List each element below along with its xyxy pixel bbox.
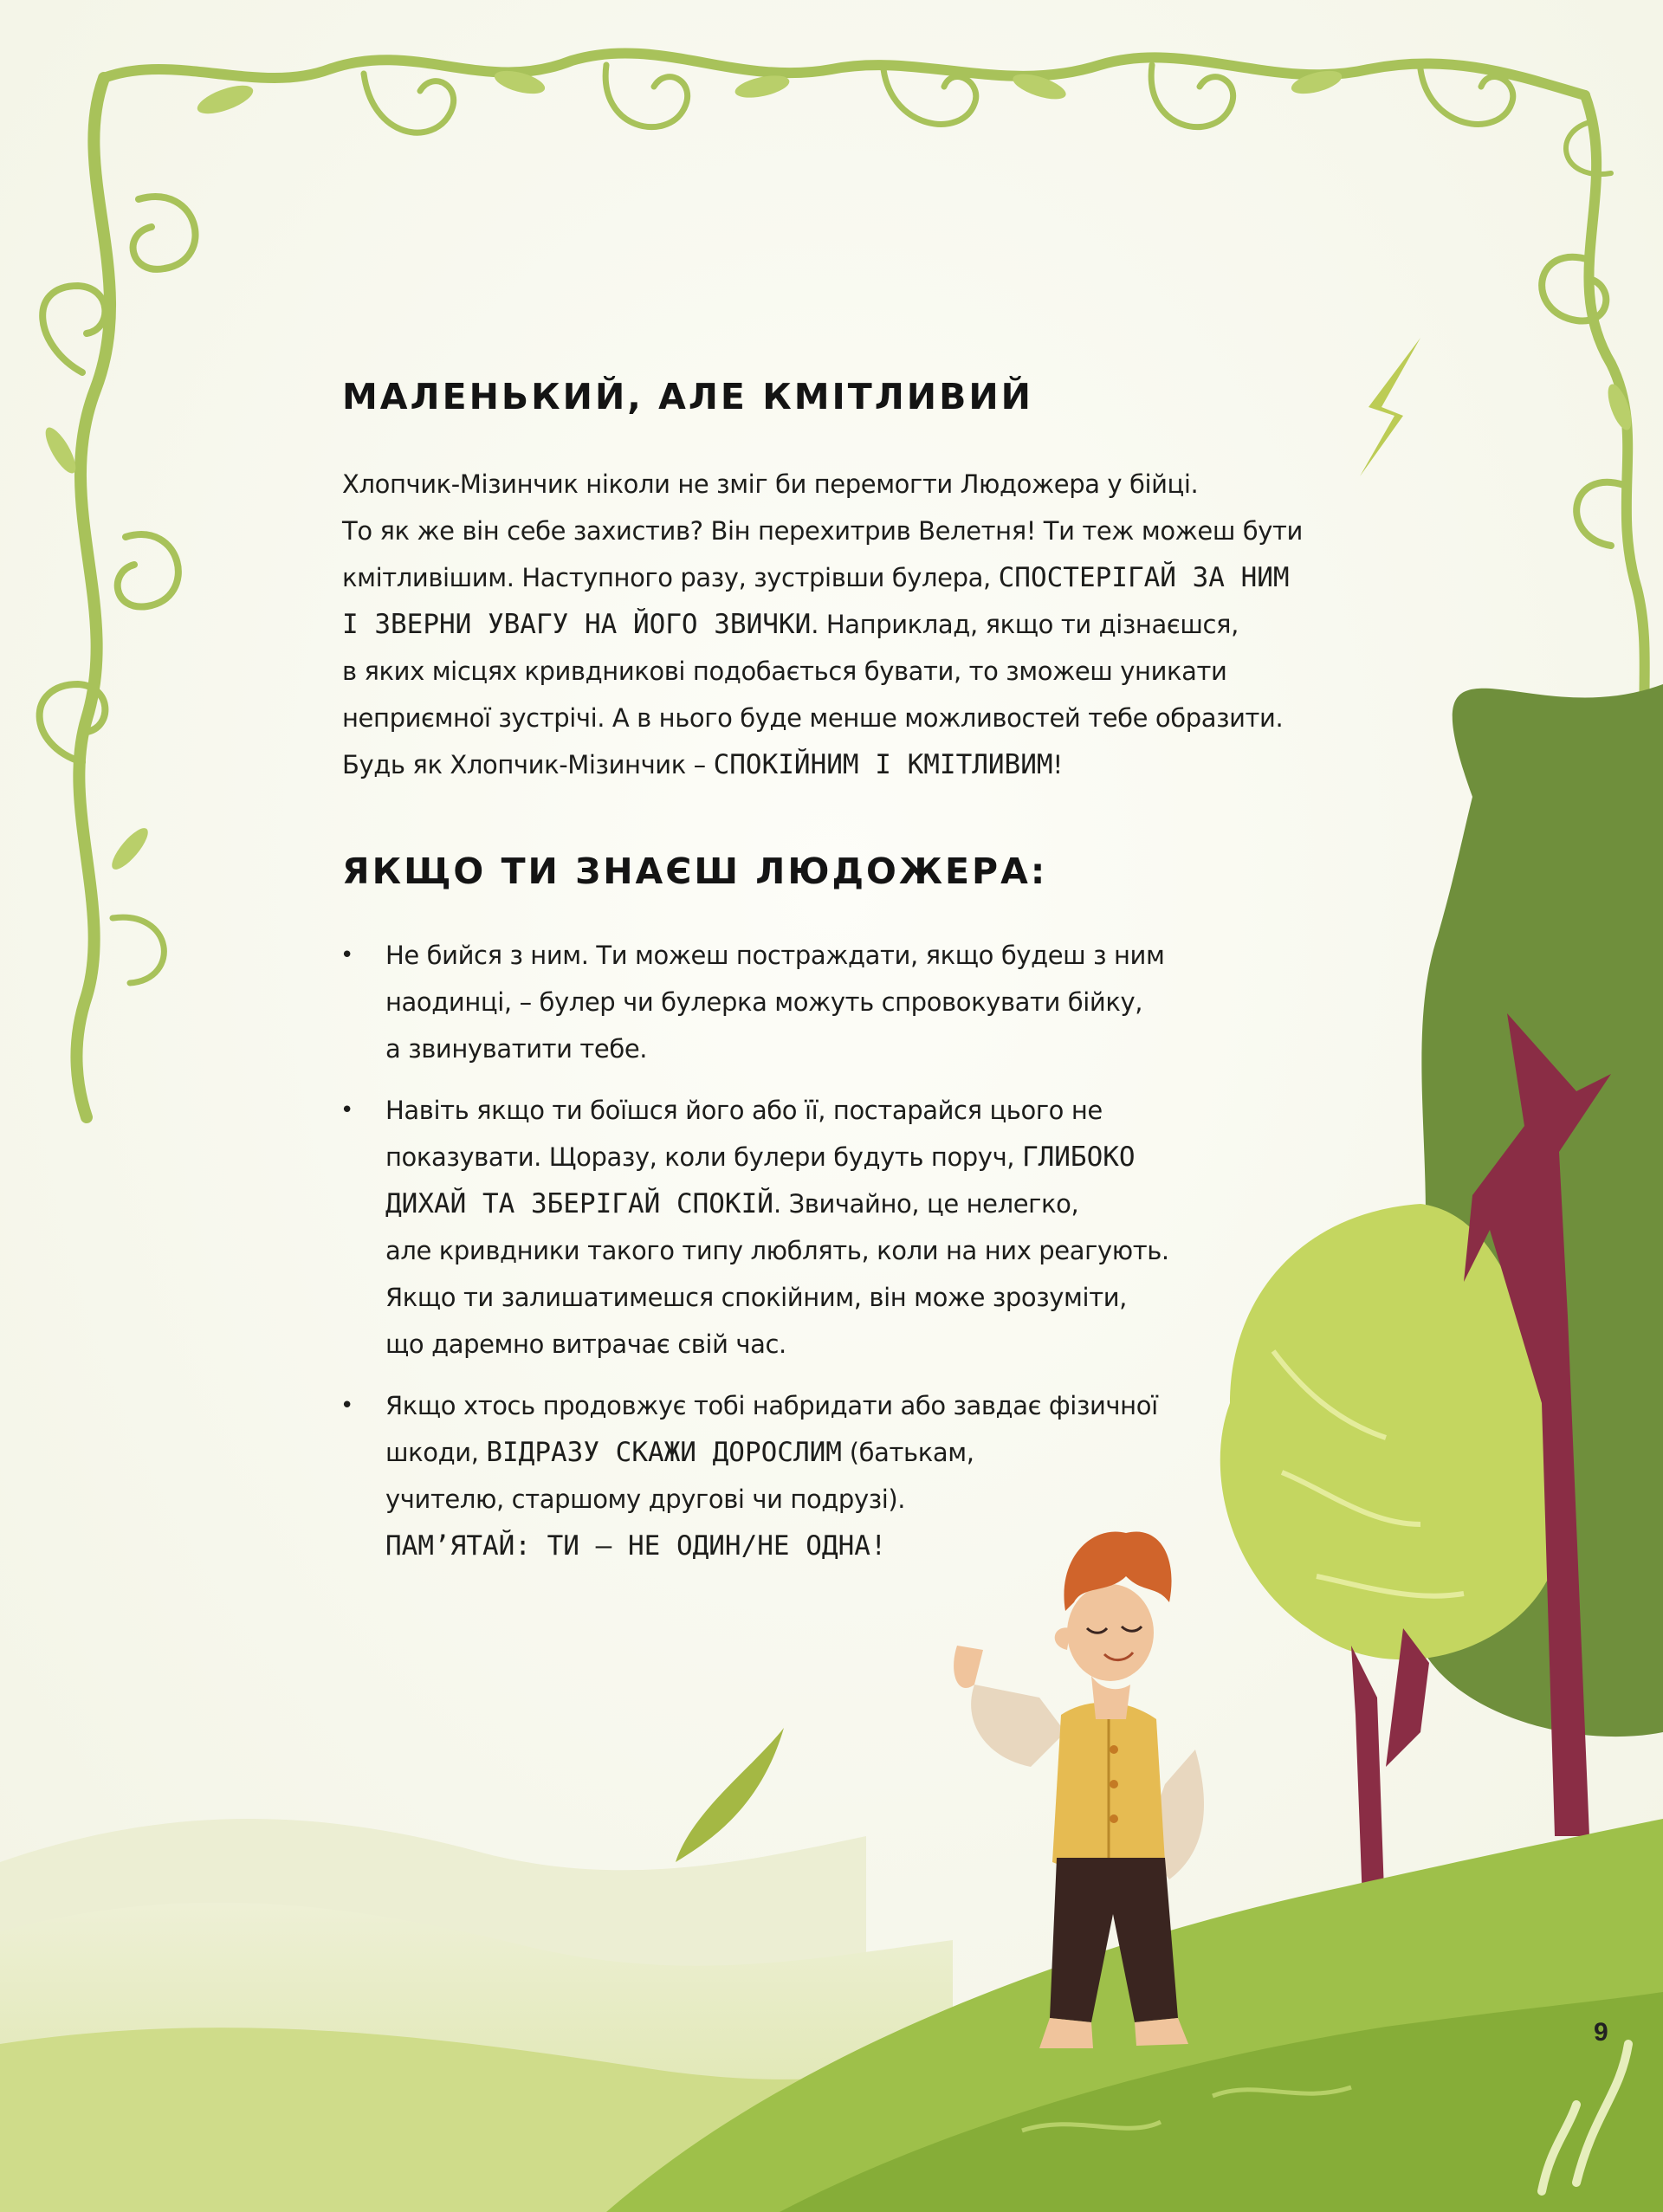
intro-line-7: [342, 741, 1295, 788]
bullet-mark: •: [340, 1393, 353, 1419]
highlight-text: ДИХАЙ ТА ЗБЕРІГАЙ СПОКІЙ: [385, 1188, 773, 1219]
section-heading-if-you-know-ogre: ЯКЩО ТИ ЗНАЄШ ЛЮДОЖЕРА:: [342, 851, 1048, 892]
remember-you-are-not-alone: ПАМ’ЯТАЙ: ТИ — НЕ ОДИН/НЕ ОДНА!: [385, 1530, 887, 1562]
intro-line-3: [342, 554, 1295, 601]
tip-text: шкоди,: [385, 1438, 487, 1467]
intro-line-1: Хлопчик-Мізинчик ніколи не зміг би перемогти Людожера у бійці.: [342, 469, 1199, 499]
tip-text: . Звичайно, це нелегко,: [773, 1189, 1079, 1219]
highlight-text: ГЛИБОКО: [1021, 1142, 1136, 1173]
intro-line-4: [342, 601, 1295, 648]
tip-line: наодинці, – булер чи булерка можуть спровокувати бійку,: [385, 987, 1143, 1017]
tip-text: показувати. Щоразу, коли булери будуть поруч,: [385, 1142, 1022, 1172]
highlight-text: СПОКІЙНИМ І КМІТЛИВИМ: [713, 749, 1053, 780]
tip-line: а звинуватити тебе.: [385, 1034, 648, 1064]
tip-item-stay-calm: [342, 1087, 1208, 1368]
bullet-mark: •: [340, 942, 353, 968]
tip-line: [385, 1134, 1208, 1180]
tip-line: Не бийся з ним. Ти можеш постраждати, якщо будеш з ним: [385, 941, 1165, 970]
highlight-text: І ЗВЕРНИ УВАГУ НА ЙОГО ЗВИЧКИ: [342, 609, 812, 640]
tip-line: але кривдники такого типу люблять, коли на них реагують.: [385, 1236, 1169, 1265]
intro-line-6: неприємної зустрічі. А в нього буде менше можливостей тебе образити.: [342, 703, 1284, 733]
tip-line: учителю, старшому другові чи подрузі).: [385, 1484, 906, 1514]
tips-list: [342, 932, 1208, 1569]
intro-text: Будь як Хлопчик-Мізинчик –: [342, 750, 714, 779]
intro-line-2: То як же він себе захистив? Він перехитрив Велетня! Ти теж можеш бути: [342, 516, 1303, 546]
tip-item-dont-fight: [342, 932, 1208, 1072]
highlight-text: ВІДРАЗУ СКАЖИ ДОРОСЛИМ: [486, 1437, 842, 1468]
intro-text: . Наприклад, якщо ти дізнаєшся,: [811, 610, 1239, 639]
tip-text: (батькам,: [841, 1438, 974, 1467]
tip-line: [385, 1429, 1208, 1476]
tip-line: Якщо ти залишатимешся спокійним, він може зрозуміти,: [385, 1283, 1127, 1312]
section-heading-small-but-clever: МАЛЕНЬКИЙ, АЛЕ КМІТЛИВИЙ: [342, 376, 1033, 417]
intro-line-5: в яких місцях кривдникові подобається бувати, то зможеш уникати: [342, 656, 1227, 686]
tip-item-tell-adults: [342, 1382, 1208, 1569]
tip-line: що даремно витрачає свій час.: [385, 1329, 786, 1359]
highlight-text: СПОСТЕРІГАЙ ЗА НИМ: [998, 562, 1290, 593]
tip-line: Навіть якщо ти боїшся його або її, постарайся цього не: [385, 1096, 1103, 1125]
page-number: 9: [1594, 2018, 1608, 2047]
intro-paragraph: [342, 461, 1303, 788]
intro-text: !: [1052, 750, 1063, 779]
intro-text: кмітливішим. Наступного разу, зустрівши булера,: [342, 563, 999, 592]
tip-line: [385, 1180, 1208, 1227]
bullet-mark: •: [340, 1097, 353, 1123]
tip-line: Якщо хтось продовжує тобі набридати або завдає фізичної: [385, 1391, 1158, 1420]
